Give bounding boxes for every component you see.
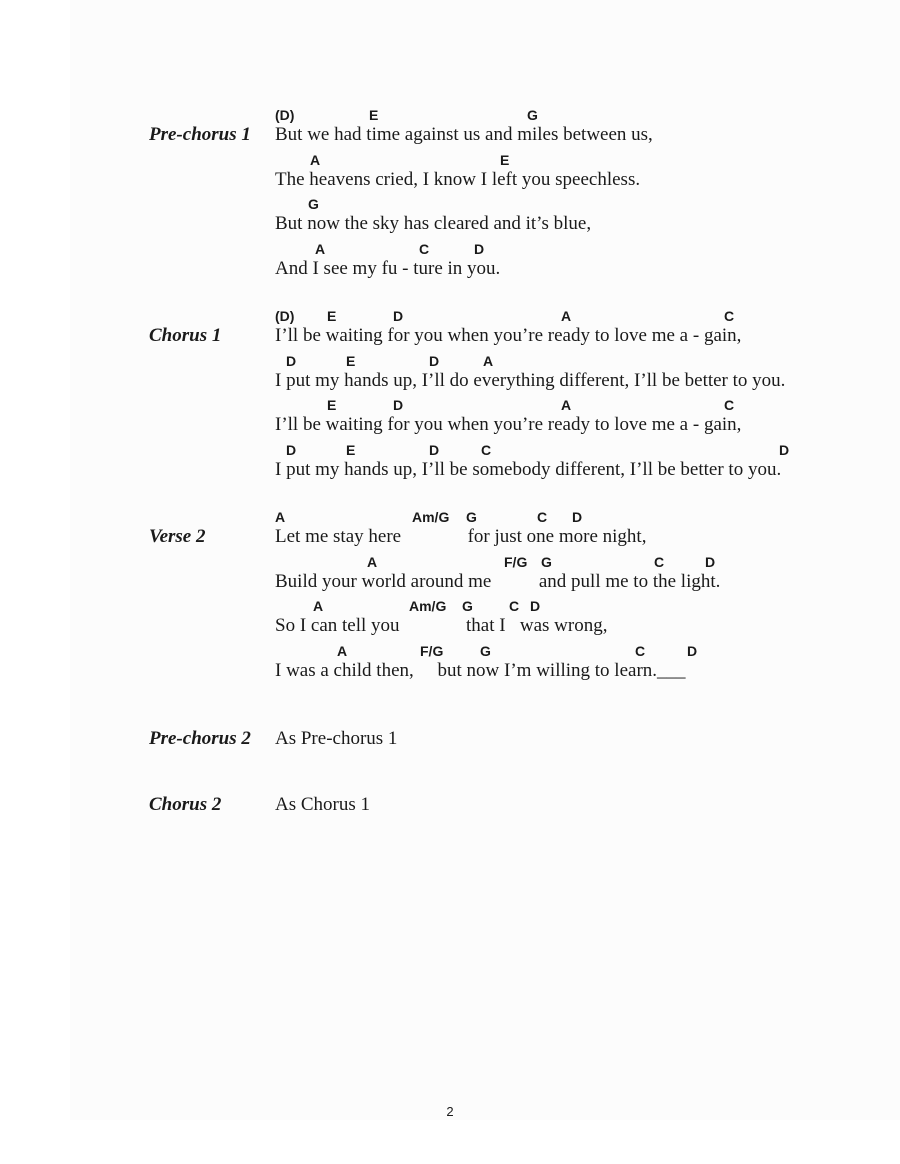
lyric-line: But we had time against us and miles between us, [275,124,653,145]
chord: D [286,442,297,458]
chord: E [346,353,356,369]
chord: E [327,397,337,413]
chord: D [687,643,698,659]
lyric-line: But now the sky has cleared and it’s blue, [275,213,592,234]
chord: A [315,241,326,257]
lyric-line: The heavens cried, I know I left you speechless. [275,169,641,190]
chord: A [310,152,321,168]
chord: F/G [420,643,444,659]
section-label: Chorus 1 [149,325,222,346]
chord: E [500,152,510,168]
chord: A [561,308,572,324]
chord: A [275,509,286,525]
chord: Am/G [412,509,450,525]
lyric-line: And I see my fu - ture in you. [275,258,501,279]
chord: A [483,353,494,369]
chord: D [393,397,404,413]
chord: G [462,598,473,614]
chord: D [530,598,541,614]
chord: C [481,442,492,458]
page-number: 2 [446,1104,454,1119]
section-reference: As Pre-chorus 1 [275,728,398,749]
chord: C [537,509,548,525]
lyric-line: I was a child then, but now I’m willing to learn.___ [275,660,686,681]
section-label: Pre-chorus 1 [149,124,251,145]
chord: Am/G [409,598,447,614]
chord: G [480,643,491,659]
chord: C [419,241,430,257]
chord: E [346,442,356,458]
lyric-line: I put my hands up, I’ll be somebody different, I’ll be better to you. [275,459,782,480]
chord: D [572,509,583,525]
chord: A [337,643,348,659]
chord: G [308,196,319,212]
section-label: Chorus 2 [149,794,222,815]
section-label: Verse 2 [149,526,206,547]
chord: A [561,397,572,413]
chord: D [705,554,716,570]
chord: G [541,554,552,570]
chord: D [393,308,404,324]
chord: D [779,442,790,458]
chord: E [327,308,337,324]
chord: A [367,554,378,570]
lyric-line: I’ll be waiting for you when you’re ready to love me a - gain, [275,414,742,435]
chord: F/G [504,554,528,570]
chord: G [527,107,538,123]
chord: A [313,598,324,614]
section-label: Pre-chorus 2 [149,728,251,749]
lyric-line: I put my hands up, I’ll do everything different, I’ll be better to you. [275,370,786,391]
section-reference: As Chorus 1 [275,794,371,815]
chord: E [369,107,379,123]
chord: D [429,442,440,458]
lyric-line: Build your world around me and pull me to the light. [275,571,721,592]
chord: D [474,241,485,257]
chord: G [466,509,477,525]
chord: C [654,554,665,570]
lyric-line: I’ll be waiting for you when you’re ready to love me a - gain, [275,325,742,346]
lyric-line: Let me stay here for just one more night, [275,526,647,547]
chord: (D) [275,308,295,324]
chord: D [286,353,297,369]
chord: (D) [275,107,295,123]
chord: C [724,308,735,324]
chord: D [429,353,440,369]
chord: C [509,598,520,614]
chord: C [724,397,735,413]
page-background [70,0,900,1120]
chord: C [635,643,646,659]
lyric-line: So I can tell you that I was wrong, [275,615,608,636]
